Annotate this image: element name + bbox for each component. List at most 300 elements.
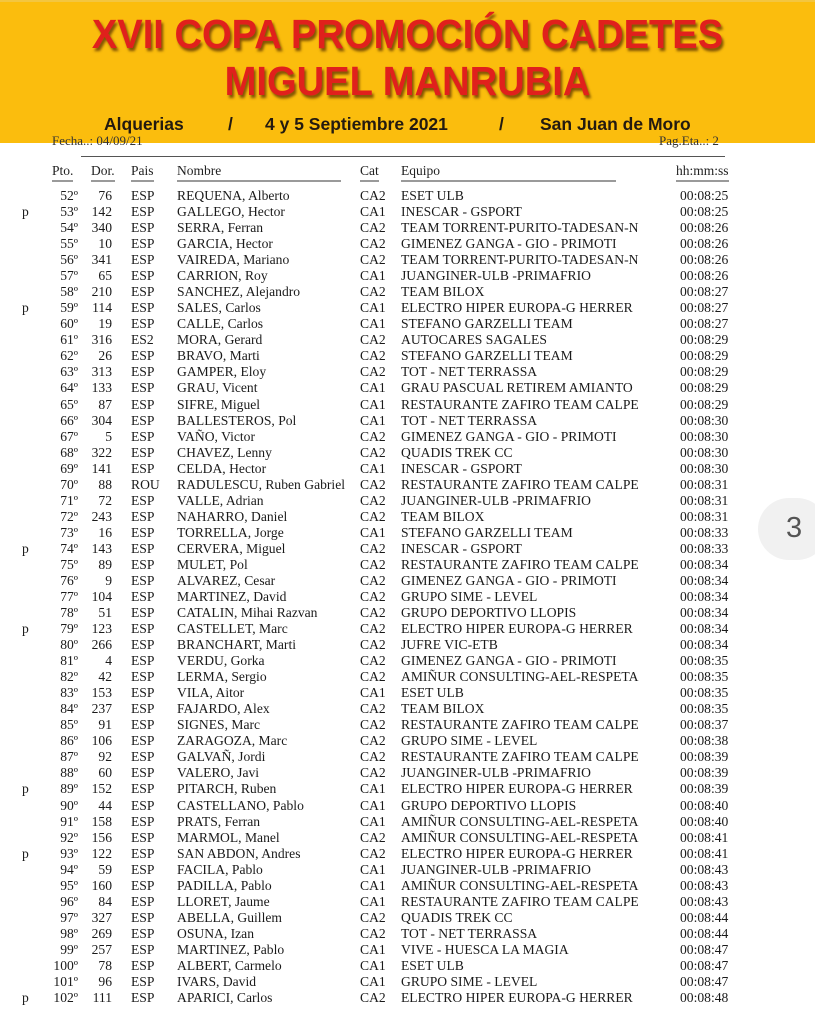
col-header-pais: Pais [131,163,154,182]
page-number: 3 [786,512,803,544]
category: CA2 [360,653,386,669]
rider-name: NAHARRO, Daniel [177,508,288,524]
table-row [0,990,815,1006]
country: ESP [131,749,155,765]
bib-number: 51 [98,605,112,621]
bib-number: 4 [105,653,112,669]
category: CA2 [360,252,386,268]
table-row [0,637,815,653]
table-row [0,364,815,380]
position: 78º [60,605,78,621]
rider-name: SAN ABDON, Andres [177,845,301,861]
table-row [0,669,815,685]
finish-time: 00:08:29 [680,332,729,348]
category: CA1 [360,412,386,428]
penalty-flag: p [22,781,29,797]
bib-number: 141 [91,460,112,476]
bib-number: 340 [91,220,112,236]
bib-number: 160 [91,877,112,893]
table-row [0,429,815,445]
position: 71º [60,492,78,508]
team: JUANGINER-ULB -PRIMAFRIO [401,765,591,781]
bib-number: 237 [91,701,112,717]
table-row [0,397,815,413]
rider-name: LLORET, Jaume [177,893,270,909]
table-row [0,284,815,300]
rider-name: CASTELLET, Marc [177,621,288,637]
finish-time: 00:08:43 [680,893,729,909]
finish-time: 00:08:41 [680,829,729,845]
team: JUANGINER-ULB -PRIMAFRIO [401,492,591,508]
country: ESP [131,589,155,604]
bib-number: 26 [98,348,112,364]
category: CA2 [360,220,386,236]
bib-number: 304 [91,412,112,428]
rider-name: PRATS, Ferran [177,813,261,829]
bib-number: 156 [91,829,112,845]
table-row [0,477,815,493]
position: 99º [60,941,78,957]
bib-number: 327 [91,909,112,925]
position: 60º [60,316,78,332]
finish-time: 00:08:25 [680,188,729,203]
country: ESP [131,701,155,717]
table-row [0,220,815,236]
rider-name: GALLEGO, Hector [177,204,285,220]
position: 59º [60,300,78,316]
table-row [0,894,815,910]
location: Alquerias [104,114,184,134]
position: 84º [60,701,78,717]
table-row [0,557,815,573]
country: ESP [131,556,155,572]
country: ESP [131,268,155,284]
finish-time: 00:08:47 [680,973,729,989]
category: CA2 [360,188,386,203]
bib-number: 123 [91,621,112,637]
rider-name: VERDU, Gorka [177,653,265,669]
category: CA1 [360,781,386,797]
country: ESP [131,653,155,669]
rider-name: MARTINEZ, David [177,589,287,604]
category: CA2 [360,236,386,252]
category: CA2 [360,428,386,444]
bib-number: 266 [91,637,112,653]
position: 97º [60,909,78,925]
country: ESP [131,524,155,540]
table-row [0,846,815,862]
table-row [0,942,815,958]
country: ESP [131,220,155,236]
page-label: Pag.Eta..: 2 [659,133,719,148]
team: JUANGINER-ULB -PRIMAFRIO [401,268,591,284]
country: ESP [131,396,155,412]
table-row [0,701,815,717]
bib-number: 104 [91,589,112,604]
rider-name: BALLESTEROS, Pol [177,412,297,428]
finish-time: 00:08:26 [680,220,729,236]
rider-name: CASTELLANO, Pablo [177,797,304,813]
table-row [0,525,815,541]
team: STEFANO GARZELLI TEAM [401,524,573,540]
finish-time: 00:08:31 [680,508,729,524]
page-number-badge[interactable] [758,498,815,560]
country: ESP [131,829,155,845]
bib-number: 89 [98,556,112,572]
team: GRUPO SIME - LEVEL [401,973,538,989]
table-row [0,300,815,316]
col-header-nombre: Nombre [177,163,341,182]
country: ROU [131,476,160,492]
team: QUADIS TREK CC [401,444,513,460]
finish-time: 00:08:30 [680,412,729,428]
category: CA2 [360,605,386,621]
category: CA2 [360,765,386,781]
position: 89º [60,781,78,797]
rider-name: VAÑO, Victor [177,428,255,444]
bib-number: 76 [98,188,112,203]
table-row [0,541,815,557]
position: 91º [60,813,78,829]
rider-name: CALLE, Carlos [177,316,264,332]
finish-time: 00:08:29 [680,348,729,364]
table-row [0,316,815,332]
country: ESP [131,957,155,973]
category: CA2 [360,749,386,765]
col-header-equipo: Equipo [401,163,616,182]
table-row [0,573,815,589]
rider-name: MORA, Gerard [177,332,263,348]
category: CA2 [360,637,386,653]
bib-number: 84 [98,893,112,909]
table-row [0,717,815,733]
team: ELECTRO HIPER EUROPA-G HERRER [401,621,633,637]
team: RESTAURANTE ZAFIRO TEAM CALPE [401,893,639,909]
country: ESP [131,861,155,877]
category: CA2 [360,508,386,524]
table-row [0,348,815,364]
finish-time: 00:08:48 [680,990,729,1005]
category: CA1 [360,685,386,701]
finish-time: 00:08:43 [680,861,729,877]
finish-time: 00:08:27 [680,316,729,332]
position: 76º [60,572,78,588]
table-row [0,781,815,797]
table-row [0,862,815,878]
team: AMIÑUR CONSULTING-AEL-RESPETA [401,813,639,829]
category: CA2 [360,717,386,733]
country: ESP [131,284,155,300]
col-header-time: hh:mm:ss [676,163,729,182]
team: GRUPO SIME - LEVEL [401,733,538,749]
bib-number: 9 [105,572,112,588]
rider-name: RADULESCU, Ruben Gabriel [177,476,346,492]
team: GIMENEZ GANGA - GIO - PRIMOTI [401,653,617,669]
finish-time: 00:08:39 [680,781,729,797]
rider-name: BRAVO, Marti [177,348,260,364]
country: ESP [131,845,155,861]
finish-time: 00:08:26 [680,236,729,252]
finish-time: 00:08:35 [680,685,729,701]
bib-number: 91 [98,717,112,733]
team: GIMENEZ GANGA - GIO - PRIMOTI [401,572,617,588]
position: 65º [60,396,78,412]
team: INESCAR - GSPORT [401,460,522,476]
position: 92º [60,829,78,845]
finish-time: 00:08:44 [680,909,729,925]
position: 94º [60,861,78,877]
country: ESP [131,973,155,989]
finish-time: 00:08:40 [680,813,729,829]
bib-number: 106 [91,733,112,749]
country: ESP [131,236,155,252]
country: ESP [131,428,155,444]
country: ESP [131,797,155,813]
rider-name: CHAVEZ, Lenny [177,444,272,460]
bib-number: 5 [105,428,112,444]
position: 53º [60,204,78,220]
category: CA2 [360,492,386,508]
country: ESP [131,492,155,508]
table-row [0,749,815,765]
team: GIMENEZ GANGA - GIO - PRIMOTI [401,428,617,444]
country: ESP [131,252,155,268]
position: 52º [60,188,78,203]
rider-name: BRANCHART, Marti [177,637,297,653]
country: ESP [131,444,155,460]
country: ESP [131,204,155,220]
position: 55º [60,236,78,252]
category: CA2 [360,540,386,556]
penalty-flag: p [22,204,29,220]
country: ESP [131,460,155,476]
country: ESP [131,893,155,909]
team: ESET ULB [401,685,464,701]
position: 80º [60,637,78,653]
finish-time: 00:08:39 [680,765,729,781]
country: ESP [131,909,155,925]
team: TEAM TORRENT-PURITO-TADESAN-N [401,220,639,236]
country: ESP [131,990,155,1005]
event-title: XVII COPA PROMOCIÓN CADETES [91,11,724,57]
country: ESP [131,765,155,781]
table-row [0,685,815,701]
category: CA1 [360,813,386,829]
finish-time: 00:08:44 [680,925,729,941]
bib-number: 44 [98,797,112,813]
team: TEAM BILOX [401,284,485,300]
team: GRAU PASCUAL RETIREM AMIANTO [401,380,633,396]
country: ESP [131,813,155,829]
bib-number: 59 [98,861,112,877]
position: 72º [60,508,78,524]
table-row [0,605,815,621]
table-row [0,332,815,348]
country: ESP [131,300,155,316]
bib-number: 60 [98,765,112,781]
penalty-flag: p [22,300,29,316]
finish-time: 00:08:43 [680,877,729,893]
rider-name: SIGNES, Marc [177,717,261,733]
position: 67º [60,428,78,444]
table-row [0,621,815,637]
team: TOT - NET TERRASSA [401,364,538,380]
team: ESET ULB [401,957,464,973]
position: 62º [60,348,78,364]
position: 93º [60,845,78,861]
position: 64º [60,380,78,396]
country: ESP [131,941,155,957]
rider-name: VILA, Aitor [177,685,245,701]
rider-name: CATALIN, Mihai Razvan [177,605,318,621]
table-row [0,493,815,509]
category: CA1 [360,893,386,909]
rider-name: CELDA, Hector [177,460,267,476]
table-row [0,413,815,429]
rider-name: MARTINEZ, Pablo [177,941,285,957]
rider-name: SANCHEZ, Alejandro [177,284,301,300]
team: AUTOCARES SAGALES [401,332,547,348]
team: ESET ULB [401,188,464,203]
position: 68º [60,444,78,460]
finish-time: 00:08:25 [680,204,729,220]
table-row [0,236,815,252]
team: TEAM TORRENT-PURITO-TADESAN-N [401,252,639,268]
team: GRUPO SIME - LEVEL [401,589,538,604]
rider-name: PADILLA, Pablo [177,877,272,893]
category: CA2 [360,476,386,492]
team: RESTAURANTE ZAFIRO TEAM CALPE [401,717,639,733]
finish-time: 00:08:29 [680,380,729,396]
rider-name: PITARCH, Ruben [177,781,277,797]
position: 77º [60,589,78,604]
rider-name: FAJARDO, Alex [177,701,270,717]
country: ESP [131,925,155,941]
penalty-flag: p [22,845,29,861]
category: CA2 [360,925,386,941]
finish-time: 00:08:39 [680,749,729,765]
separator-1: / [228,114,233,134]
finish-time: 00:08:27 [680,300,729,316]
finish-time: 00:08:35 [680,701,729,717]
team: ELECTRO HIPER EUROPA-G HERRER [401,990,633,1005]
bib-number: 111 [92,990,112,1005]
bib-number: 133 [91,380,112,396]
position: 58º [60,284,78,300]
team: TEAM BILOX [401,508,485,524]
bib-number: 322 [91,444,112,460]
stage-name: San Juan de Moro [540,114,691,134]
finish-time: 00:08:40 [680,797,729,813]
category: CA1 [360,268,386,284]
col-header-pto: Pto. [52,163,73,182]
team: RESTAURANTE ZAFIRO TEAM CALPE [401,396,639,412]
rider-name: CERVERA, Miguel [177,540,286,556]
country: ESP [131,877,155,893]
country: ESP [131,540,155,556]
position: 82º [60,669,78,685]
bib-number: 92 [98,749,112,765]
table-row [0,765,815,781]
finish-time: 00:08:26 [680,268,729,284]
category: CA2 [360,556,386,572]
category: CA1 [360,973,386,989]
position: 54º [60,220,78,236]
finish-time: 00:08:34 [680,556,729,572]
bib-number: 42 [98,669,112,685]
bib-number: 143 [91,540,112,556]
table-row [0,509,815,525]
finish-time: 00:08:30 [680,460,729,476]
bib-number: 78 [98,957,112,973]
finish-time: 00:08:47 [680,941,729,957]
finish-time: 00:08:26 [680,252,729,268]
finish-time: 00:08:30 [680,428,729,444]
country: ESP [131,605,155,621]
bib-number: 87 [98,396,112,412]
fecha-label: Fecha..: 04/09/21 [52,133,143,148]
team: GRUPO DEPORTIVO LLOPIS [401,605,577,621]
table-row [0,252,815,268]
team: AMIÑUR CONSULTING-AEL-RESPETA [401,829,639,845]
finish-time: 00:08:41 [680,845,729,861]
team: INESCAR - GSPORT [401,204,522,220]
rider-name: GAMPER, Eloy [177,364,267,380]
position: 61º [60,332,78,348]
position: 57º [60,268,78,284]
country: ESP [131,348,155,364]
position: 81º [60,653,78,669]
position: 66º [60,412,78,428]
position: 79º [60,621,78,637]
finish-time: 00:08:34 [680,605,729,621]
rider-name: APARICI, Carlos [177,990,273,1005]
rider-name: VALERO, Javi [177,765,260,781]
bib-number: 122 [91,845,112,861]
team: TEAM BILOX [401,701,485,717]
category: CA2 [360,669,386,685]
rider-name: GRAU, Vicent [177,380,258,396]
table-row [0,268,815,284]
rider-name: VALLE, Adrian [177,492,264,508]
finish-time: 00:08:38 [680,733,729,749]
category: CA2 [360,733,386,749]
table-row [0,798,815,814]
penalty-flag: p [22,540,29,556]
rider-name: ZARAGOZA, Marc [177,733,288,749]
category: CA1 [360,300,386,316]
finish-time: 00:08:33 [680,540,729,556]
category: CA1 [360,204,386,220]
team: AMIÑUR CONSULTING-AEL-RESPETA [401,877,639,893]
table-row [0,380,815,396]
position: 86º [60,733,78,749]
category: CA1 [360,396,386,412]
category: CA2 [360,364,386,380]
country: ESP [131,669,155,685]
finish-time: 00:08:31 [680,492,729,508]
bib-number: 341 [91,252,112,268]
country: ES2 [131,332,154,348]
penalty-flag: p [22,621,29,637]
team: VIVE - HUESCA LA MAGIA [401,941,569,957]
bib-number: 16 [98,524,112,540]
separator-2: / [499,114,504,134]
position: 56º [60,252,78,268]
category: CA2 [360,621,386,637]
category: CA2 [360,909,386,925]
bib-number: 19 [98,316,112,332]
